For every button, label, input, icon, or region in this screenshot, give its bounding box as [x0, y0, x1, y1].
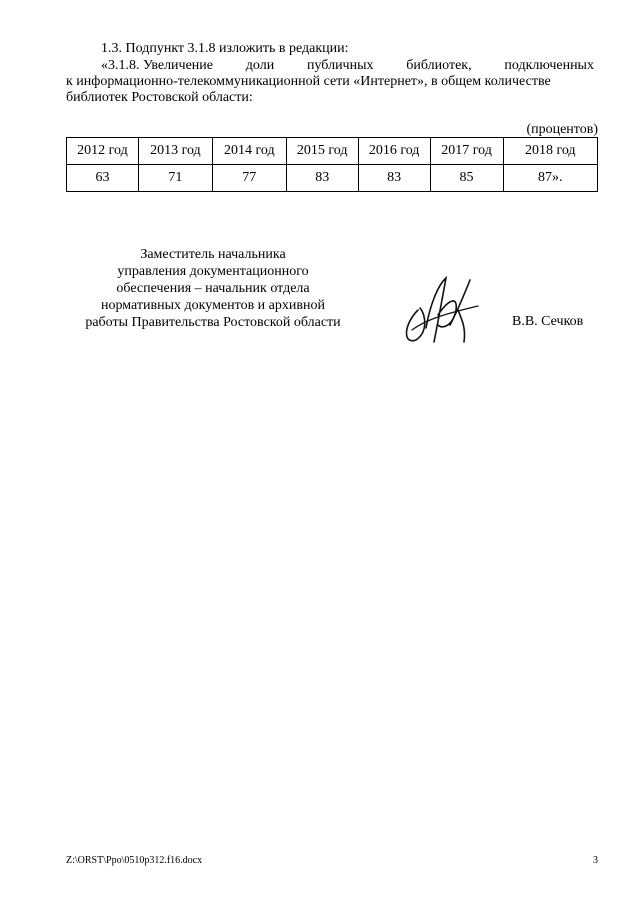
word: библиотек, — [406, 58, 472, 73]
position-line: обеспечения – начальник отдела — [116, 281, 310, 296]
table-cell: 71 — [138, 165, 212, 192]
paragraph-3-1-8-line-3: библиотек Ростовской области: — [66, 90, 253, 105]
table-header-cell: 2018 год — [503, 138, 597, 165]
word: доли — [245, 58, 275, 73]
table-header-cell: 2013 год — [138, 138, 212, 165]
units-label: (процентов) — [526, 122, 598, 137]
signatory-name: В.В. Сечков — [512, 314, 584, 329]
percent-table — [66, 137, 598, 192]
table-row — [67, 165, 598, 192]
file-path: Z:\ORST\Ppo\0510p312.f16.docx — [66, 855, 203, 866]
table-header-row — [67, 138, 598, 165]
table-header-cell: 2017 год — [430, 138, 503, 165]
handwritten-signature — [398, 270, 488, 355]
table-cell: 87». — [503, 165, 597, 192]
position-line: нормативных документов и архивной — [101, 298, 325, 313]
table-header-cell: 2012 год — [67, 138, 139, 165]
paragraph-3-1-8-line-1 — [101, 58, 594, 74]
paragraph-3-1-8-line-2: к информационно-телекоммуникационной сети «Интернет», в общем количестве — [66, 74, 551, 89]
word: «3.1.8. Увеличение — [101, 58, 214, 73]
position-line: работы Правительства Ростовской области — [85, 315, 341, 330]
table-header-cell: 2015 год — [286, 138, 358, 165]
word: публичных — [307, 58, 374, 73]
paragraph-1-3: 1.3. Подпункт 3.1.8 изложить в редакции: — [101, 41, 349, 56]
signatory-position — [63, 246, 363, 331]
table-cell: 63 — [67, 165, 139, 192]
table-header-cell: 2014 год — [212, 138, 286, 165]
table-cell: 83 — [358, 165, 430, 192]
table-cell: 85 — [430, 165, 503, 192]
word: подключенных — [504, 58, 594, 73]
page-number: 3 — [593, 855, 598, 866]
position-line: Заместитель начальника — [140, 247, 286, 262]
position-line: управления документационного — [117, 264, 309, 279]
table-cell: 77 — [212, 165, 286, 192]
table-header-cell: 2016 год — [358, 138, 430, 165]
table-cell: 83 — [286, 165, 358, 192]
